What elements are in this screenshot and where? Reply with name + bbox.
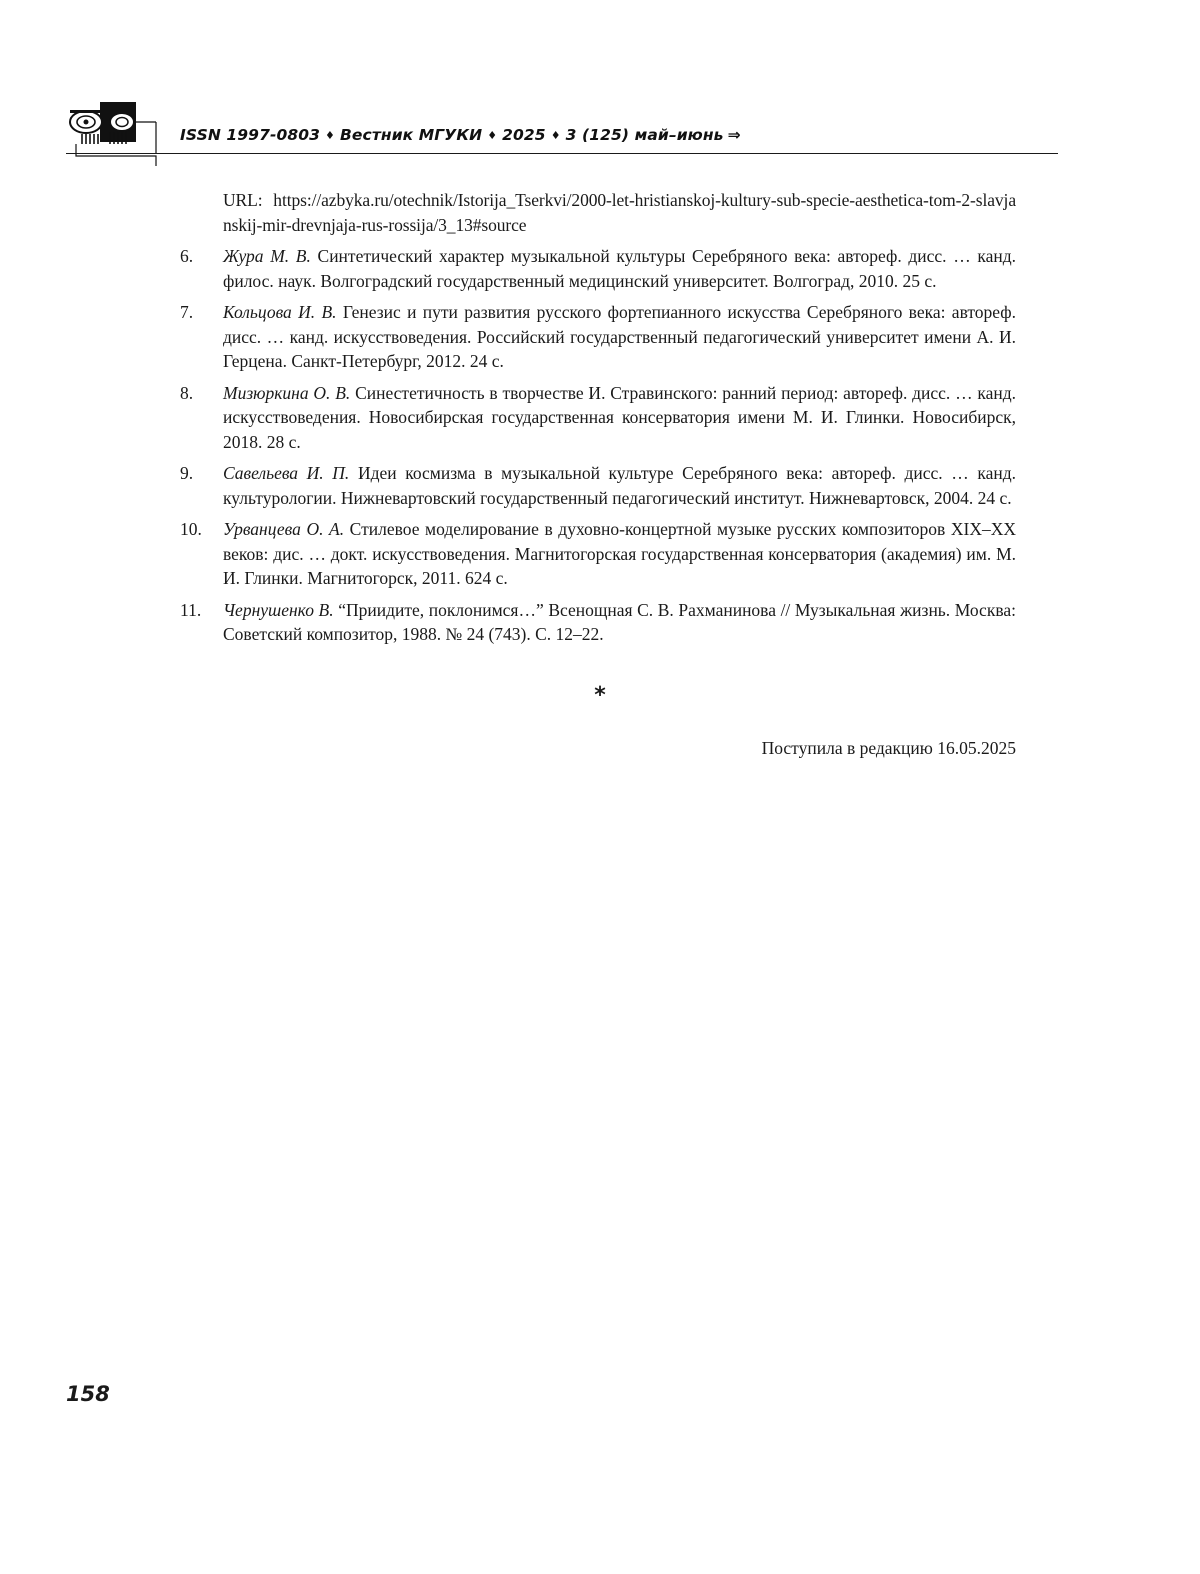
reference-author: Савельева И. П. [223, 463, 350, 483]
reference-number: 8. [180, 382, 194, 403]
reference-number: 11. [180, 599, 202, 620]
reference-number: 10. [180, 519, 202, 539]
journal-title: Вестник МГУКИ [340, 126, 483, 144]
year: 2025 [502, 126, 546, 144]
reference-item [180, 300, 1016, 374]
reference-text: Синестетичность в творчестве И. Стравинского: ранний период: автореф. дисс. … канд. искусствоведения. Новосибирская государственная консерватория имени М. И. Глинки. Новосибирск, 2018. 28 с. [223, 382, 1016, 452]
reference-author: Жура М. В. [223, 246, 311, 266]
diamond-separator-icon: ♦ [325, 129, 335, 142]
reference-text: “Приидите, поклонимся…” Всенощная С. В. Рахманинова // Музыкальная жизнь. Москва: Советский композитор, 1988. № 24 (743). С. 12–22. [223, 599, 1016, 644]
reference-item [180, 381, 1016, 455]
reference-continuation-url[interactable]: URL: https://azbyka.ru/otechnik/Istorija_Tserkvi/2000-let-hristianskoj-kultury-sub-specie-aesthetica-tom-2-slavjanskij-mir-drevnjaja-rus-rossija/3_13#source [223, 190, 1016, 235]
issn: ISSN 1997-0803 [180, 126, 321, 144]
right-double-arrow-icon: ⇒ [727, 126, 741, 144]
reference-number: 7. [180, 302, 194, 322]
reference-text: Генезис и пути развития русского фортепианного искусства Серебряного века: автореф. дисс. … канд. искусствоведения. Российский государственный педагогический университет имени А. И. Герцена. Санкт-Петербург, 2012. 24 с. [223, 302, 1017, 371]
reference-text: Идеи космизма в музыкальной культуре Серебряного века: автореф. дисс. … канд. культурологии. Нижневартовский государственный педагогический институт. Нижневартовск, 2004. 24 с. [223, 463, 1016, 508]
page-number: 158 [66, 1382, 110, 1406]
reference-item [180, 461, 1016, 510]
reference-list [180, 188, 1016, 647]
header-rule [66, 153, 1058, 154]
reference-items [180, 244, 1016, 647]
reference-text: Стилевое моделирование в духовно-концертной музыке русских композиторов XIX–XX веков: дис. … докт. искусствоведения. Магнитогорская государственная консерватория (академия) им. М. И. Глинки. Магнитогорск, 2011. 624 с. [223, 519, 1016, 588]
reference-text: Синтетический характер музыкальной культуры Серебряного века: автореф. дисс. … канд. филос. наук. Волгоградский государственный медицинский университет. Волгоград, 2010. 25 с. [223, 246, 1016, 291]
reference-item [180, 244, 1016, 293]
asterisk-separator: * [594, 683, 606, 708]
reference-author: Урванцева О. А. [223, 519, 345, 539]
reference-author: Мизюркина О. В. [223, 382, 351, 403]
diamond-separator-icon: ♦ [550, 129, 561, 142]
reference-number: 6. [180, 246, 194, 266]
issue: 3 (125) май–июнь [565, 126, 724, 144]
running-head [180, 126, 741, 144]
reference-author: Чернушенко В. [223, 599, 334, 620]
reference-author: Кольцова И. В. [223, 302, 337, 322]
reference-item [180, 517, 1016, 591]
reference-number: 9. [180, 463, 194, 483]
reference-item [180, 598, 1016, 647]
diamond-separator-icon: ♦ [487, 129, 498, 142]
journal-logo-column-icon [66, 102, 158, 166]
received-date: Поступила в редакцию 16.05.2025 [761, 738, 1016, 758]
